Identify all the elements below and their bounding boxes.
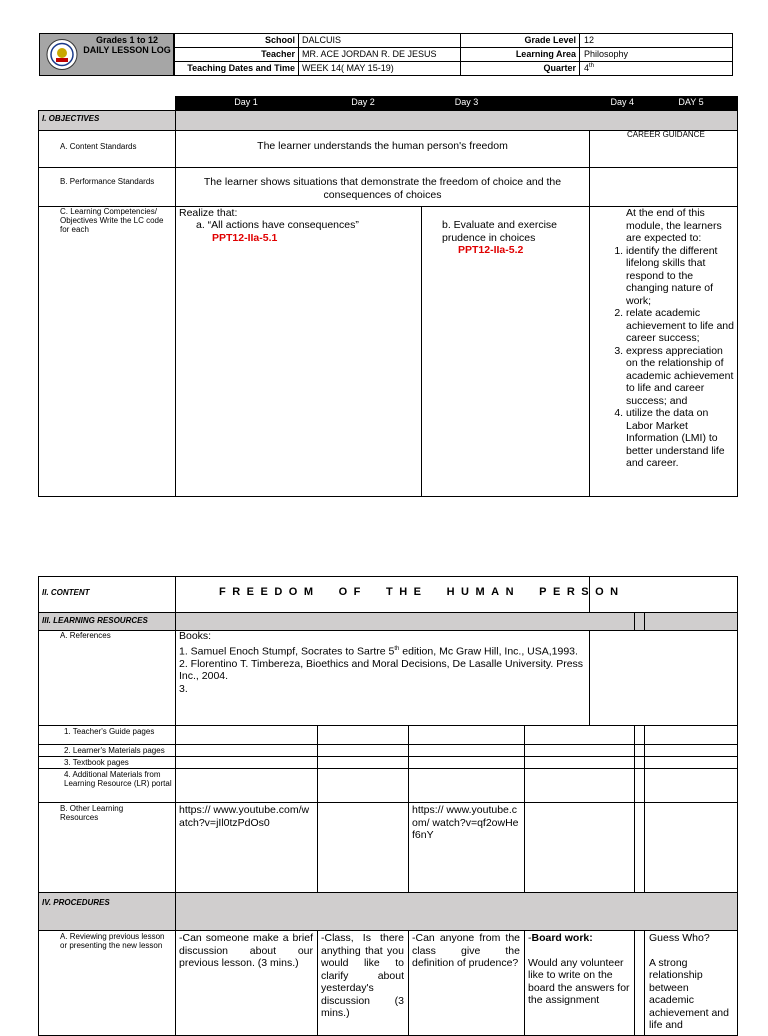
content-standards: The learner understands the human person's freedom — [257, 140, 508, 152]
career-guidance: CAREER GUIDANCE — [627, 130, 705, 139]
lc-label: C. Learning Competencies/ Objectives Write the LC code for each — [60, 207, 164, 234]
day5-item: 4. utilize the data on Labor Market Information (LMI) to better understand life and career. — [626, 407, 734, 470]
book-2: 2. Florentino T. Timbereza, Bioethics and Moral Decisions, De Lasalle University. Press Inc., 2004. — [179, 657, 584, 682]
dates-label: Teaching Dates and Time — [187, 63, 295, 73]
proc-day2: -Class, Is there anything that you would like to clarify about yesterday's discussion (3 mins.) — [321, 932, 404, 1019]
objectives-title: I. OBJECTIVES — [42, 114, 100, 123]
textbook-label: 3. Textbook pages — [64, 758, 129, 767]
other-resources-label: B. Other Learning Resources — [60, 804, 124, 822]
board-work-text: Would any volunteer like to write on the board the answers for the assignment — [528, 956, 630, 1006]
content-title: II. CONTENT — [42, 588, 90, 597]
school-value: DALCUIS — [302, 35, 342, 45]
references-label: A. References — [60, 631, 111, 640]
lc-b-code: PPT12-IIa-5.2 — [458, 244, 524, 256]
review-label: A. Reviewing previous lesson or presenting the new lesson — [60, 932, 165, 950]
teachers-guide-label: 1. Teacher's Guide pages — [64, 727, 155, 736]
resources-title: III. LEARNING RESOURCES — [42, 616, 148, 625]
quarter-label: Quarter — [543, 63, 576, 73]
grade-level-value: 12 — [584, 35, 595, 45]
link-1[interactable]: https:// www.youtube.com/watch?v=jIl0tzPdOs0 — [179, 804, 310, 829]
book-1: 1. Samuel Enoch Stumpf, Socrates to Sartre 5th edition, Mc Graw Hill, Inc., USA,1993. — [179, 645, 578, 657]
proc-day3: -Can anyone from the class give the definition of prudence? — [412, 932, 520, 969]
day3-header: Day 3 — [454, 97, 479, 107]
link-2[interactable]: https:// www.youtube.com/ watch?v=qf2owHef6nY — [412, 804, 519, 841]
learning-area-value: Philosophy — [584, 49, 629, 59]
day5-item: 3. express appreciation on the relationship of academic achievement to life and career success; and — [626, 345, 734, 408]
content-standards-label: A. Content Standards — [60, 142, 137, 151]
performance-standards-label: B. Performance Standards — [60, 177, 155, 186]
lc-a: a. “All actions have consequences” — [196, 219, 359, 231]
teacher-label: Teacher — [261, 49, 295, 59]
procedures-title: IV. PROCEDURES — [42, 898, 110, 907]
quarter-value: 4th — [584, 63, 595, 73]
day5-objectives — [610, 207, 734, 470]
grade-level-label: Grade Level — [524, 35, 576, 45]
day5-item: 2. relate academic achievement to life and career success; — [626, 307, 734, 345]
proc-day4: -Board work: Would any volunteer like to write on the board the answers for the assignment — [528, 932, 630, 1006]
guess-who-title: Guess Who? — [649, 932, 710, 944]
grades-title: Grades 1 to 12 — [95, 35, 159, 45]
school-label: School — [264, 35, 295, 45]
log-title: DAILY LESSON LOG — [83, 45, 171, 55]
learning-area-label: Learning Area — [515, 49, 576, 59]
proc-day1: -Can someone make a brief discussion about our previous lesson. (3 mins.) — [179, 932, 313, 969]
day5-list — [610, 245, 734, 470]
guess-who-text: A strong relationship between academic achievement and life and — [649, 956, 729, 1031]
day5-header: DAY 5 — [678, 97, 704, 107]
teacher-value: MR. ACE JORDAN R. DE JESUS — [302, 49, 437, 59]
content-topic: FREEDOM OF THE HUMAN PERSON — [219, 586, 625, 598]
dates-value: WEEK 14( MAY 15-19) — [302, 63, 394, 73]
performance-standards: The learner shows situations that demonstrate the freedom of choice and the consequences of choices — [203, 176, 562, 201]
lc-a-code: PPT12-IIa-5.1 — [212, 232, 278, 244]
learners-materials-label: 2. Learner's Materials pages — [64, 746, 165, 755]
day4-header: Day 4 — [610, 97, 634, 107]
deped-seal — [46, 38, 78, 71]
day1-header: Day 1 — [234, 97, 258, 107]
additional-materials-label: 4. Additional Materials from Learning Resource (LR) portal — [64, 770, 172, 788]
day5-item: 1. identify the different lifelong skills that respond to the changing nature of work; — [626, 245, 734, 308]
book-3: 3. — [179, 682, 188, 695]
lc-intro: Realize that: — [179, 207, 238, 219]
lc-b: b. Evaluate and exercise prudence in choices — [442, 219, 557, 244]
day2-header: Day 2 — [351, 97, 375, 107]
day5-intro: At the end of this module, the learners are expected to: — [626, 207, 722, 244]
proc-day5 — [649, 932, 735, 1032]
books-label: Books: — [179, 630, 212, 642]
board-work-title: Board work: — [531, 932, 593, 944]
references — [179, 630, 584, 695]
